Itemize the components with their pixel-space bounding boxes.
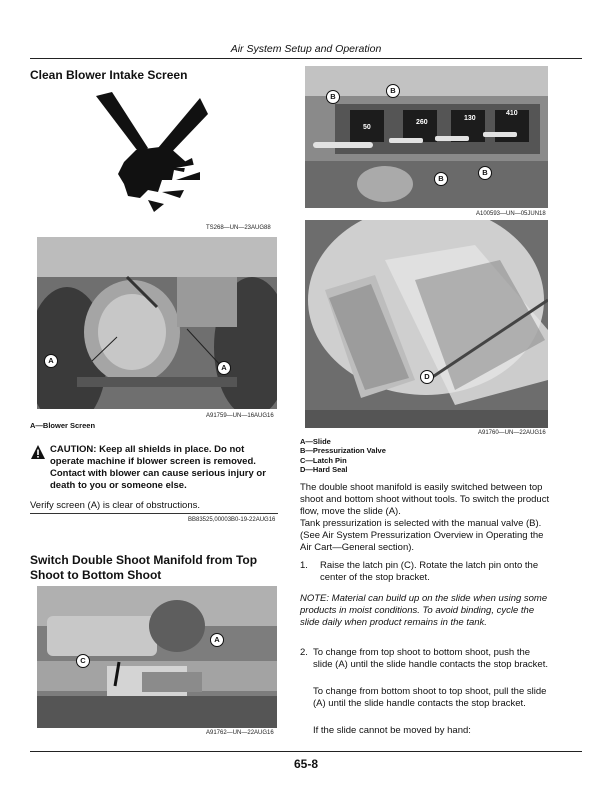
callout-b-1: B — [326, 90, 340, 104]
paragraph-pressurization: Tank pressurization is selected with the manual valve (B). (See Air System Pressurization Overview in Operating the Air Cart—General section). — [300, 518, 544, 553]
blower-screen-photo — [37, 237, 277, 409]
step-2-reverse-text: To change from bottom shoot to top shoot, pull the slide (A) until the slide handle contacts the stop bracket. — [313, 686, 547, 709]
step-2-number: 2. — [300, 647, 308, 658]
callout-a-left: A — [44, 354, 58, 368]
ref-rule — [30, 513, 278, 514]
dial-label-1: 50 — [363, 124, 371, 131]
manifold-photo — [37, 586, 277, 728]
paragraph-slide: The double shoot manifold is easily switched between top shoot and bottom shoot without tools. To switch the product flow, move the slide (A). — [300, 482, 550, 517]
dial-label-3: 130 — [464, 115, 476, 122]
reference-code: BB83525,00003B0-19-22AUG16 — [188, 517, 276, 523]
callout-b-2: B — [386, 84, 400, 98]
figure-legend — [300, 437, 550, 475]
callout-b-4: B — [478, 166, 492, 180]
warning-triangle-icon — [30, 444, 46, 460]
figure-code-2: A91759—UN—16AUG16 — [206, 413, 274, 419]
dial-label-4: 410 — [506, 110, 518, 117]
verify-screen-text: Verify screen (A) is clear of obstructions. — [30, 500, 201, 511]
hand-injury-symbol — [88, 88, 208, 218]
legend-latch-pin: C—Latch Pin — [300, 455, 347, 465]
step-1 — [300, 560, 550, 584]
legend-hard-seal: D—Hard Seal — [300, 465, 348, 475]
step-1-text: Raise the latch pin (C). Rotate the latch pin onto the center of the stop bracket. — [320, 560, 539, 583]
step-2-text: To change from top shoot to bottom shoot, push the slide (A) until the slide handle contacts the stop bracket. — [313, 647, 548, 670]
figure-code-5: A91760—UN—22AUG16 — [478, 430, 546, 436]
callout-d: D — [420, 370, 434, 384]
running-header: Air System Setup and Operation — [230, 43, 382, 55]
legend-slide: A—Slide — [300, 437, 331, 446]
figure-code-4: A100593—UN—05JUN18 — [476, 211, 546, 217]
callout-a-manifold: A — [210, 633, 224, 647]
figure-code-3: A91762—UN—22AUG16 — [206, 730, 274, 736]
figure-code-1: TS268—UN—23AUG88 — [206, 225, 271, 231]
pressurization-valve-photo — [305, 66, 548, 208]
dial-label-2: 260 — [416, 119, 428, 126]
page-number: 65-8 — [293, 757, 319, 771]
step-2 — [300, 647, 550, 671]
callout-a-right: A — [217, 361, 231, 375]
section-heading-blower: Clean Blower Intake Screen — [30, 68, 188, 82]
step-2-manual-text: If the slide cannot be moved by hand: — [313, 725, 471, 736]
callout-c-manifold: C — [76, 654, 90, 668]
callout-b-3: B — [434, 172, 448, 186]
fig2-caption: A—Blower Screen — [30, 421, 96, 430]
footer-rule — [30, 751, 582, 752]
step-1-number: 1. — [300, 560, 308, 571]
header-rule — [30, 58, 582, 59]
note-text: NOTE: Material can build up on the slide when using some products in moist conditions. To avoid binding, cycle the slide daily when product remains in the tank. — [300, 593, 548, 628]
legend-pressurization-valve: B—Pressurization Valve — [300, 446, 386, 456]
hard-seal-photo — [305, 220, 548, 428]
section-heading-manifold: Switch Double Shoot Manifold from Top Shoot to Bottom Shoot — [30, 553, 258, 582]
caution-text: CAUTION: Keep all shields in place. Do not operate machine if blower screen is removed. Contact with blower can cause serious injury or death to you or someone else. — [50, 444, 266, 491]
